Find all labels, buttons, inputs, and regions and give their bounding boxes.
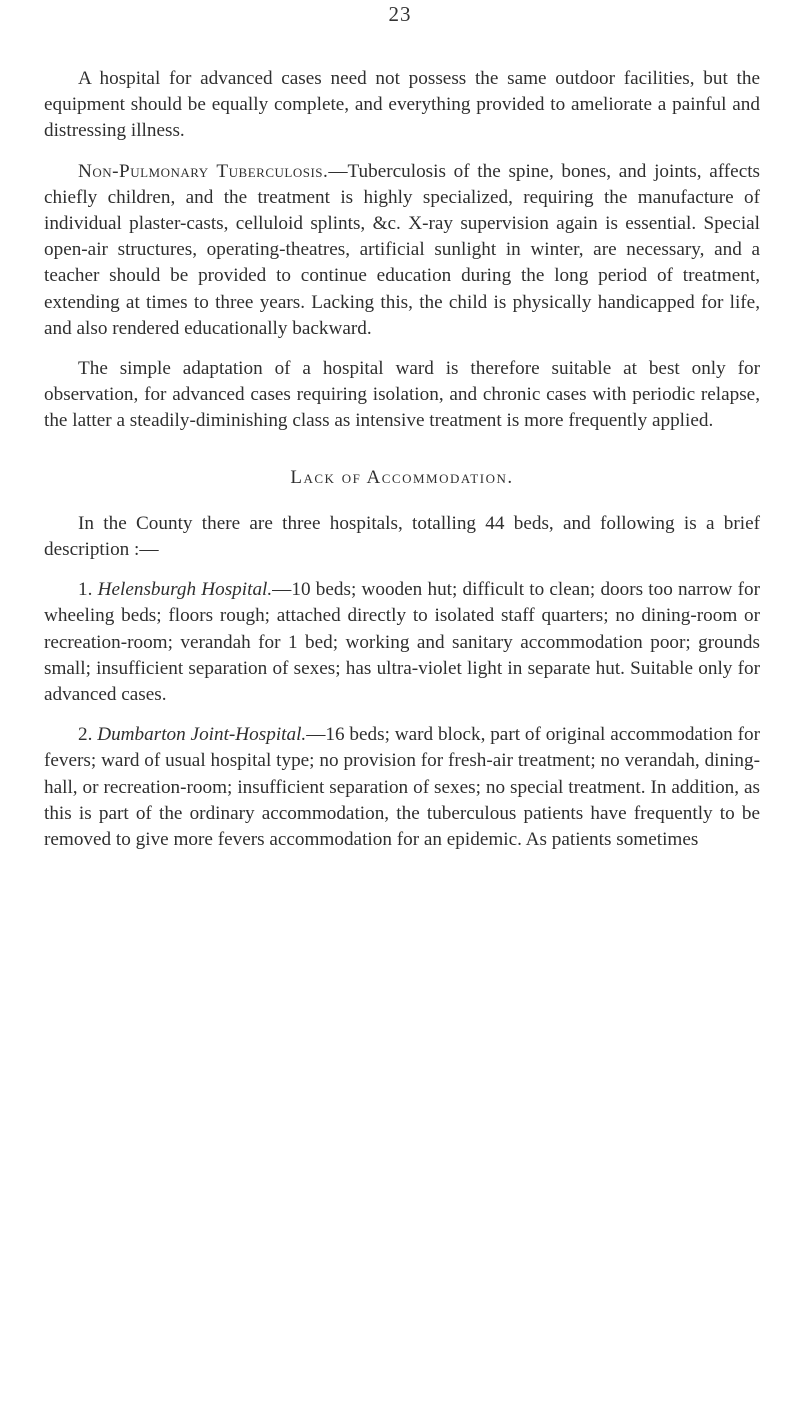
list-item-number: 2. <box>78 724 93 746</box>
paragraph-county-hospitals: In the County there are three hospitals, totalling 44 beds, and following is a brief description :— <box>44 512 760 561</box>
paragraph-non-pulmonary <box>44 159 760 342</box>
list-item-number: 1. <box>78 579 93 601</box>
page-number: 23 <box>388 2 412 26</box>
paragraph-advanced-cases: A hospital for advanced cases need not possess the same outdoor facilities, but the equipment should be equally complete, and everything provided to ameliorate a painful and distressing illness. <box>44 68 760 142</box>
hospital-name-dumbarton: Dumbarton Joint-Hospital. <box>97 724 307 746</box>
paragraph-ward-adaptation: The simple adaptation of a hospital ward is therefore suitable at best only for observation, for advanced cases requiring isolation, and chronic cases with periodic relapse, the latter a steadily-diminishing class as intensive treatment is more frequently applied. <box>44 358 760 432</box>
list-item-dumbarton <box>44 722 760 853</box>
hospital-description-dumbarton: —16 beds; ward block, part of original accommodation for fevers; ward of usual hospital type; no provision for fresh-air treatment; no verandah, dining-hall, or recreation-room; insufficient separation of sexes; no special treatment. In addition, as this is part of the ordinary accommodation, the tuberculous patients have frequently to be removed to give more fevers accommodation for an epidemic. As patients sometimes <box>44 724 760 851</box>
hospital-description-helensburgh: —10 beds; wooden hut; difficult to clean; doors too narrow for wheeling beds; floors rough; attached directly to isolated staff quarters; no dining-room or recreation-room; verandah for 1 bed; working and sanitary accommodation poor; grounds small; insufficient separation of sexes; has ultra-violet light in separate hut. Suitable only for advanced cases. <box>44 579 760 706</box>
list-item-helensburgh <box>44 577 760 708</box>
page-body <box>44 66 760 867</box>
run-in-heading-non-pulmonary: Non-Pulmonary Tuberculosis. <box>78 160 329 182</box>
section-heading-lack-of-accommodation: Lack of Accommodation. <box>290 466 514 488</box>
hospital-name-helensburgh: Helensburgh Hospital. <box>97 579 273 601</box>
paragraph-non-pulmonary-text: —Tuberculosis of the spine, bones, and joints, affects chiefly children, and the treatment is highly specialized, requiring the manufacture of individual plaster-casts, celluloid splints, &c. X-ray supervision again is essential. Special open-air structures, operating-theatres, artificial sunlight in winter, are necessary, and a teacher should be provided to continue education during the long period of treatment, extending at times to three years. Lacking this, the child is physically handicapped for life, and also rendered educationally backward. <box>44 160 761 339</box>
